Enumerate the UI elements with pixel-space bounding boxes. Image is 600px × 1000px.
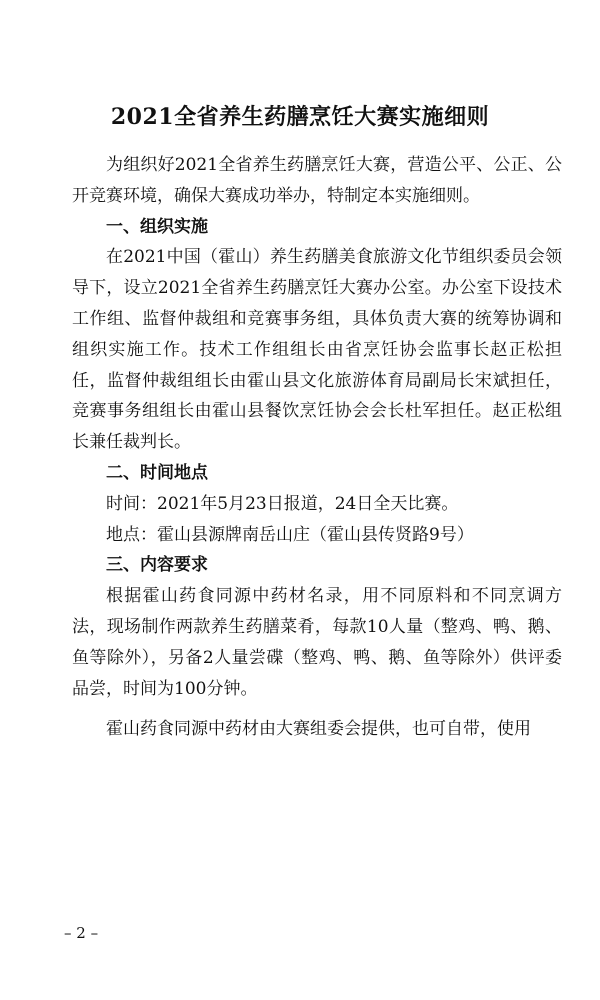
page-number: – 2 – [64,924,99,942]
section-heading-organization: 一、组织实施 [106,216,208,237]
intro-paragraph: 为组织好2021全省养生药膳烹饪大赛，营造公平、公正、公开竞赛环境，确保大赛成功举办，特制定本实施细则。 [72,155,562,206]
place-paragraph: 地点：霍山县源牌南岳山庄（霍山县传贤路9号） [106,524,474,545]
organization-paragraph: 在2021中国（霍山）养生药膳美食旅游文化节组织委员会领导下，设立2021全省养生药膳烹饪大赛办公室。办公室下设技术工作组、监督仲裁组和竞赛事务组，具体负责大赛的统筹协调和组织实施工作。技术工作组组长由省烹饪协会监事长赵正松担任，监督仲裁组组长由霍山县文化旅游体育局副局长宋斌担任，竞赛事务组组长由霍山县餐饮烹饪协会会长杜军担任。赵正松组长兼任裁判长。 [72,247,562,453]
requirements-paragraph: 根据霍山药食同源中药材名录，用不同原料和不同烹调方法，现场制作两款养生药膳菜肴，每款10人量（整鸡、鸭、鹅、鱼等除外），另备2人量尝碟（整鸡、鸭、鹅、鱼等除外）供评委品尝，时间为100分钟。 [72,586,562,699]
document-body [72,150,562,745]
section-heading-time-place: 二、时间地点 [106,462,208,483]
document-title: 2021全省养生药膳烹饪大赛实施细则 [110,104,490,130]
materials-paragraph: 霍山药食同源中药材由大赛组委会提供，也可自带，使用 [106,719,531,740]
section-heading-content-requirements: 三、内容要求 [106,555,208,576]
time-paragraph: 时间：2021年5月23日报道，24日全天比赛。 [106,493,459,514]
